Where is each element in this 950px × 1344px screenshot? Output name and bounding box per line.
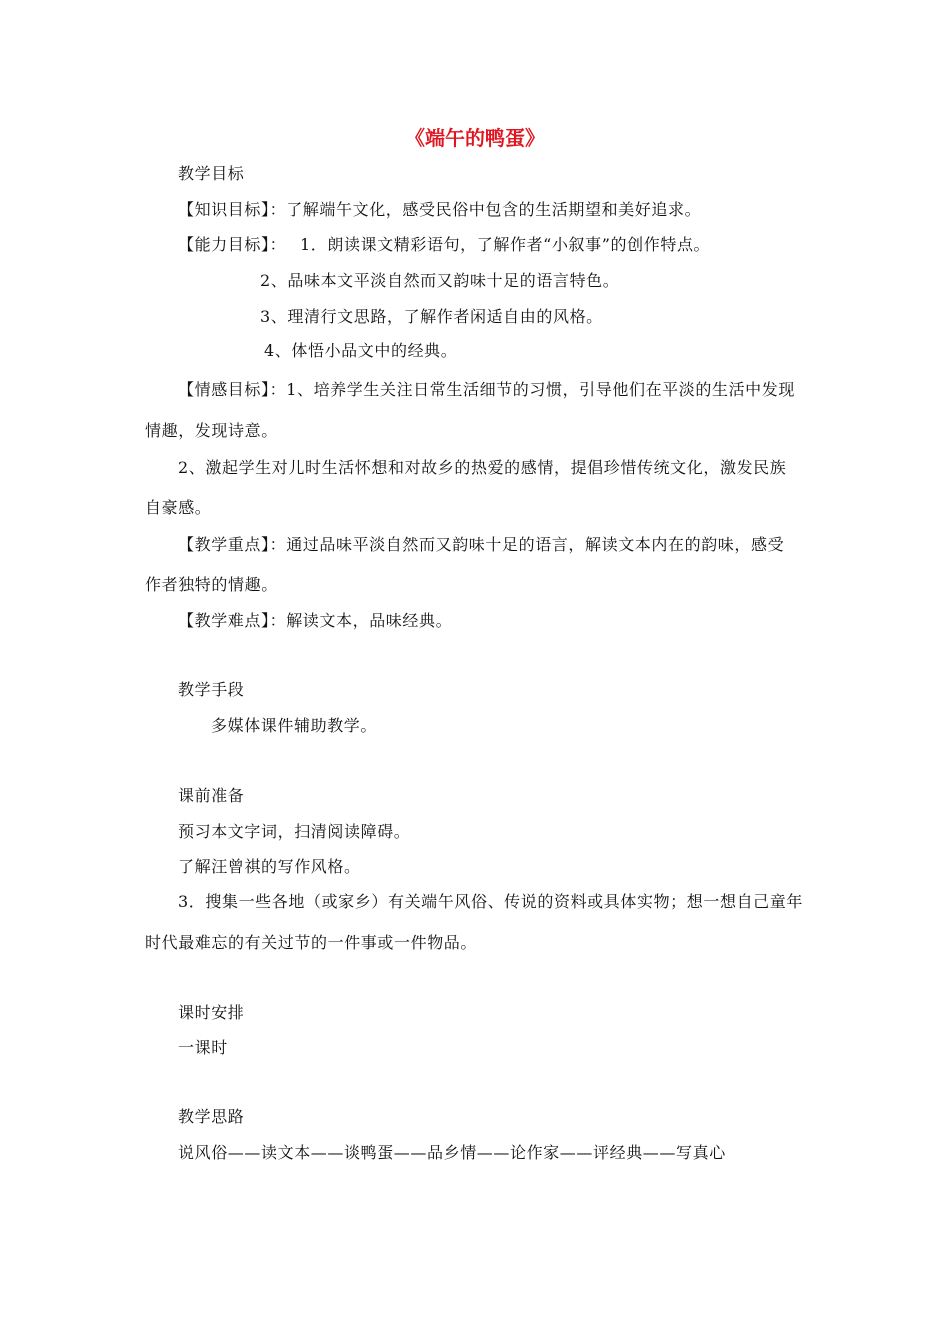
ability-item: 1．朗读课文精彩语句，了解作者“小叙事”的创作特点。	[300, 235, 711, 254]
approach-heading: 教学思路	[178, 1107, 245, 1126]
schedule-text: 一课时	[178, 1038, 228, 1057]
preparation-heading: 课前准备	[178, 786, 245, 805]
knowledge-objective: 【知识目标】：了解端午文化，感受民俗中包含的生活期望和美好追求。	[178, 200, 702, 219]
emotion-objective-line: 2、激起学生对儿时生活怀想和对故乡的热爱的感情，提倡珍惜传统文化，激发民族	[178, 458, 787, 477]
key-point-line: 【教学重点】：通过品味平淡自然而又韵味十足的语言，解读文本内在的韵味，感受	[178, 535, 785, 554]
ability-item: 2、品味本文平淡自然而又韵味十足的语言特色。	[260, 271, 620, 290]
document-title: 《端午的鸭蛋》	[405, 126, 545, 150]
emotion-objective-line: 情趣，发现诗意。	[145, 421, 278, 440]
means-text: 多媒体课件辅助教学。	[211, 716, 378, 735]
preparation-item: 了解汪曾祺的写作风格。	[178, 857, 361, 876]
preparation-item: 时代最难忘的有关过节的一件事或一件物品。	[145, 933, 478, 952]
preparation-item: 3．搜集一些各地（或家乡）有关端午风俗、传说的资料或具体实物；想一想自己童年	[178, 892, 803, 911]
ability-item: 3、理清行文思路，了解作者闲适自由的风格。	[260, 307, 603, 326]
difficulty-line: 【教学难点】：解读文本，品味经典。	[178, 611, 453, 630]
emotion-objective-line: 【情感目标】：1、培养学生关注日常生活细节的习惯，引导他们在平淡的生活中发现	[178, 380, 795, 399]
emotion-objective-line: 自豪感。	[145, 498, 212, 517]
key-point-line: 作者独特的情趣。	[145, 575, 278, 594]
schedule-heading: 课时安排	[178, 1003, 245, 1022]
approach-text: 说风俗——读文本——谈鸭蛋——品乡情——论作家——评经典——写真心	[178, 1143, 726, 1162]
ability-item: 4、体悟小品文中的经典。	[264, 341, 458, 360]
preparation-item: 预习本文字词，扫清阅读障碍。	[178, 822, 411, 841]
ability-objective-label: 【能力目标】：	[178, 235, 287, 254]
means-heading: 教学手段	[178, 680, 245, 699]
objectives-heading: 教学目标	[178, 164, 245, 183]
